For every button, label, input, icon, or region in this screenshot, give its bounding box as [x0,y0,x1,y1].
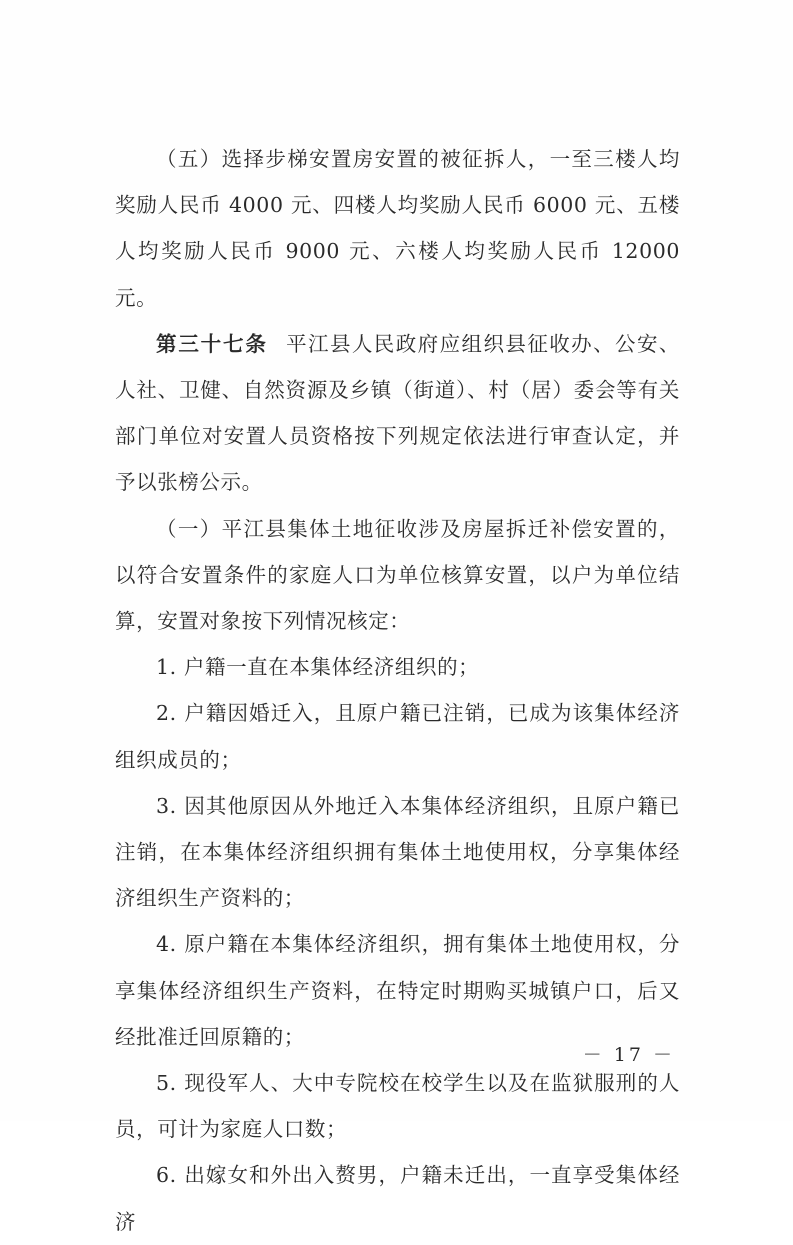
paragraph-item-one [115,506,680,645]
paragraph-text: 5. 现役军人、大中专院校在校学生以及在监狱服刑的人员，可计为家庭人口数； [115,1071,680,1142]
paragraph-text: 2. 户籍因婚迁入，且原户籍已注销，已成为该集体经济组织成员的； [115,701,680,772]
paragraph-text: 6. 出嫁女和外出入赘男，户籍未迁出，一直享受集体经济 [115,1163,680,1234]
article-heading: 第三十七条 [156,331,268,356]
paragraph-text: 1. 户籍一直在本集体经济组织的； [156,655,480,680]
list-item [115,690,680,782]
paragraph-text: 平江县人民政府应组织县征收办、公安、人社、卫健、自然资源及乡镇（街道）、村（居）委会等有关部门单位对安置人员资格按下列规定依法进行审查认定，并予以张榜公示。 [115,331,680,495]
list-item [115,783,680,922]
list-item [115,1152,680,1244]
paragraph-text: （一）平江县集体土地征收涉及房屋拆迁补偿安置的，以符合安置条件的家庭人口为单位核算安置，以户为单位结算，安置对象按下列情况核定： [115,516,680,634]
body-text [115,136,680,1245]
paragraph-item-five [115,136,680,321]
paragraph-text: （五）选择步梯安置房安置的被征拆人，一至三楼人均奖励人民币 4000 元、四楼人均奖励人民币 6000 元、五楼人均奖励人民币 9000 元、六楼人均奖励人民币 12000 元。 [115,147,680,310]
paragraph-text: 4. 原户籍在本集体经济组织，拥有集体土地使用权，分享集体经济组织生产资料，在特定时期购买城镇户口，后又经批准迁回原籍的； [115,932,680,1049]
paragraph-text: 3. 因其他原因从外地迁入本集体经济组织，且原户籍已注销，在本集体经济组织拥有集体土地使用权，分享集体经济组织生产资料的； [115,793,680,911]
list-item [115,1060,680,1152]
list-item [115,644,680,690]
page-number: － 17 － [582,1044,675,1066]
article-37 [115,321,680,506]
